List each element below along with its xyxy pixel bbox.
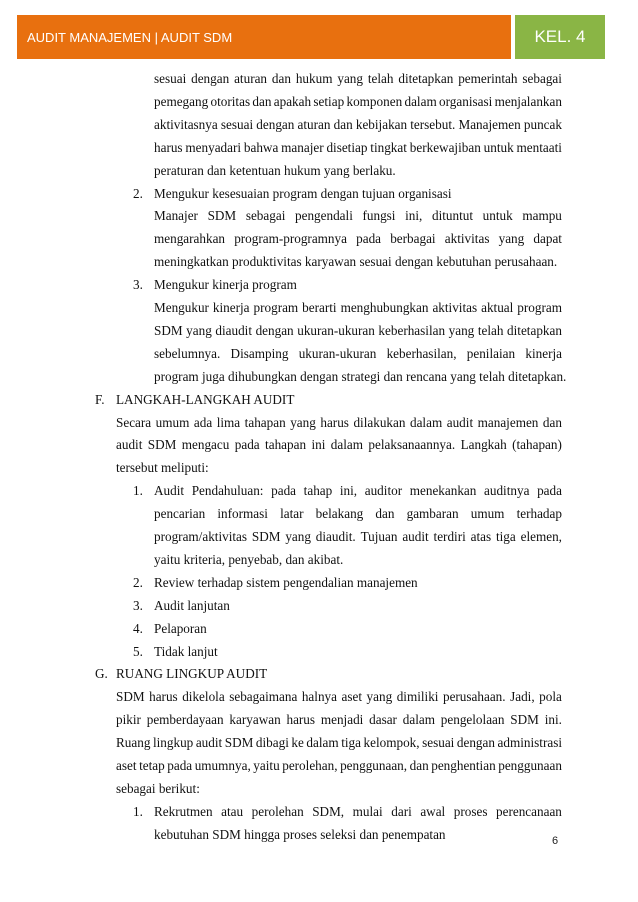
list-item: Tidak lanjut bbox=[154, 643, 218, 659]
paragraph-line: aset tetap pada umumnya, yaitu perolehan, penggunaan, dan penghentian penggunaan bbox=[116, 758, 562, 773]
paragraph-line: meningkatkan produktivitas karyawan sesuai dengan kebutuhan perusahaan. bbox=[154, 254, 558, 270]
paragraph-line: program juga dihubungkan dengan strategi dan rencana yang telah ditetapkan. bbox=[154, 368, 567, 384]
section-letter: G. bbox=[95, 666, 108, 682]
header-title: AUDIT MANAJEMEN | AUDIT SDM bbox=[16, 14, 512, 60]
paragraph-line: peraturan dan ketentuan hukum yang berlaku. bbox=[154, 162, 396, 178]
paragraph-line: program/aktivitas SDM yang diaudit. Tujuan audit terdiri atas tiga elemen, bbox=[154, 529, 562, 544]
list-number: 5. bbox=[133, 643, 143, 659]
section-heading: RUANG LINGKUP AUDIT bbox=[116, 666, 268, 682]
list-item: Pelaporan bbox=[154, 620, 207, 636]
page-header bbox=[16, 14, 606, 60]
header-group-label: KEL. 4 bbox=[514, 14, 606, 60]
paragraph-line: Secara umum ada lima tahapan yang harus dilakukan dalam audit manajemen dan bbox=[116, 414, 562, 430]
paragraph-line: yaitu kriteria, penyebab, dan akibat. bbox=[154, 551, 344, 567]
paragraph-line: Mengukur kinerja program berarti menghubungkan aktivitas aktual program bbox=[154, 300, 562, 315]
section-letter: F. bbox=[95, 391, 105, 407]
list-number: 3. bbox=[133, 597, 143, 613]
list-number: 2. bbox=[133, 185, 143, 201]
paragraph-line: tersebut meliputi: bbox=[116, 460, 209, 476]
list-number: 4. bbox=[133, 620, 143, 636]
paragraph-line: SDM yang diaudit dengan ukuran-ukuran keberhasilan yang telah ditetapkan bbox=[154, 322, 562, 338]
paragraph-line: kebutuhan SDM hingga proses seleksi dan penempatan bbox=[154, 826, 446, 842]
paragraph-line: sebagai berikut: bbox=[116, 780, 200, 796]
paragraph-line: sebelumnya. Disamping ukuran-ukuran keberhasilan, penilaian kinerja bbox=[154, 345, 562, 361]
paragraph-line: pemegang otoritas dan apakah setiap komponen dalam organisasi menjalankan bbox=[154, 93, 562, 109]
paragraph-line: audit SDM mengacu pada tahapan ini dalam pelaksanaannya. Langkah (tahapan) bbox=[116, 437, 562, 453]
paragraph-line: Ruang lingkup audit SDM dibagi ke dalam tiga kelompok, sesuai dengan administrasi bbox=[116, 735, 562, 751]
list-item-title: Mengukur kinerja program bbox=[154, 277, 297, 293]
list-item: Audit lanjutan bbox=[154, 597, 230, 613]
list-item-title: Mengukur kesesuaian program dengan tujuan organisasi bbox=[154, 185, 452, 201]
list-number: 3. bbox=[133, 277, 143, 293]
paragraph-line: aktivitasnya sesuai dengan aturan dan kebijakan tersebut. Manajemen puncak bbox=[154, 116, 562, 132]
section-heading: LANGKAH-LANGKAH AUDIT bbox=[116, 391, 295, 407]
paragraph-line: mengarahkan program-programnya pada berbagai aktivitas yang dapat bbox=[154, 231, 562, 247]
paragraph-line: harus menyadari bahwa manajer disetiap tingkat berkewajiban untuk mentaati bbox=[154, 139, 562, 155]
paragraph-line: SDM harus dikelola sebagaimana halnya aset yang dimiliki perusahaan. Jadi, pola bbox=[116, 689, 562, 705]
paragraph-line: Manajer SDM sebagai pengendali fungsi ini, dituntut untuk mampu bbox=[154, 208, 562, 224]
list-number: 2. bbox=[133, 574, 143, 590]
list-item: Review terhadap sistem pengendalian manajemen bbox=[154, 574, 418, 590]
list-number: 1. bbox=[133, 803, 143, 819]
page-number: 6 bbox=[552, 835, 559, 847]
paragraph-line: pikir pemberdayaan karyawan harus menjadi dasar dalam pengelolaan SDM ini. bbox=[116, 712, 562, 728]
list-number: 1. bbox=[133, 483, 143, 499]
paragraph-line: Rekrutmen atau perolehan SDM, mulai dari awal proses perencanaan bbox=[154, 803, 562, 819]
paragraph-line: sesuai dengan aturan dan hukum yang telah ditetapkan pemerintah sebagai bbox=[154, 71, 562, 86]
paragraph-line: pencarian informasi latar belakang dan gambaran umum terhadap bbox=[154, 506, 562, 522]
paragraph-line: Audit Pendahuluan: pada tahap ini, auditor menekankan auditnya pada bbox=[154, 483, 562, 499]
